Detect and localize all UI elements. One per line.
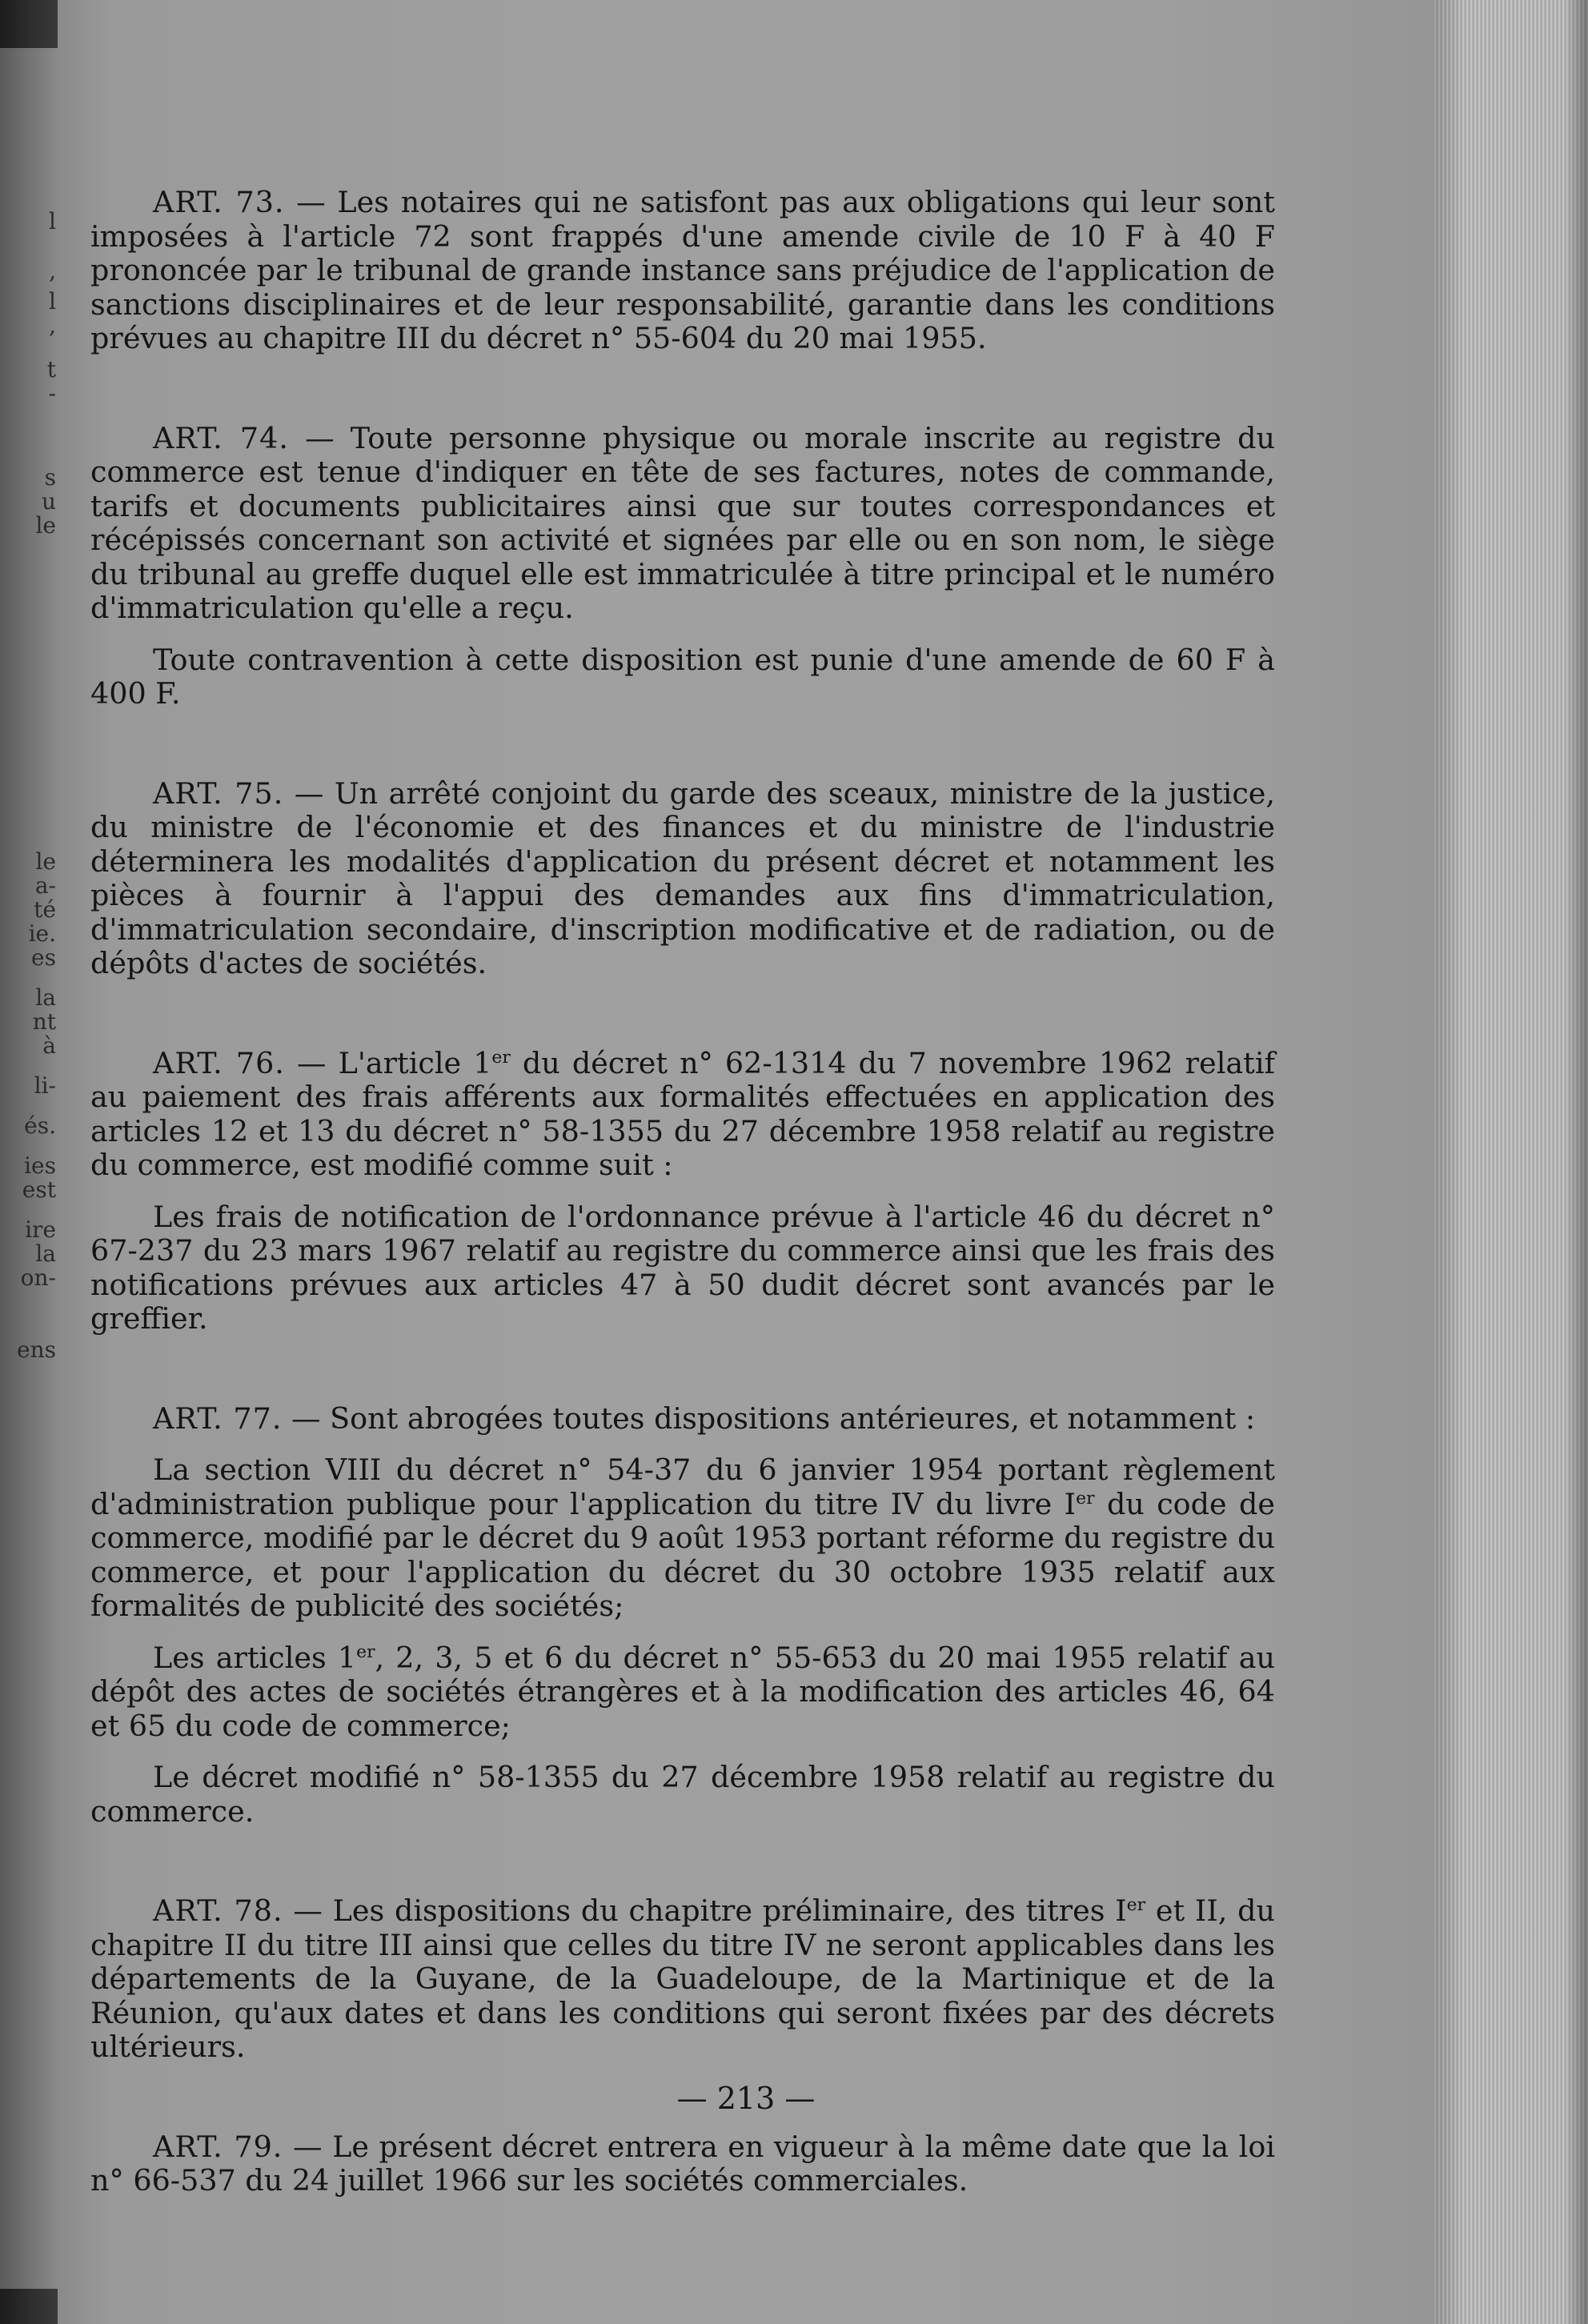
article-text: La section VIII du décret n° 54-37 du 6 janvier 1954 portant règlement d'administration publique pour l'application du titre IV du livre Ier du code de commerce, modifié par le décret du 9 août 1953 portant réforme du registre du commerce, et pour l'application du décret du 30 octobre 1935 relatif aux formalités de publicité des sociétés; [90,1452,1275,1623]
facing-page-fragment: li- [34,1072,56,1099]
article-paragraph [90,1402,1275,1436]
facing-page-fragment: est [22,1176,56,1203]
article-label: ART. 78. [153,1893,283,1928]
facing-page-fragment: ie. [28,920,56,947]
article-paragraph [90,1641,1275,1744]
article [90,1894,1275,2065]
article-text: — Toute personne physique ou morale inscrite au registre du commerce est tenue d'indiquer en tête de ses factures, notes de commande, tarifs et documents publicitaires ainsi que sur toutes correspondances et récépissés concernant son activité et signées par elle ou en son nom, le siège du tribunal au greffe duquel elle est immatriculée à titre principal et le numéro d'immatriculation qu'elle a reçu. [90,420,1275,625]
article-label: ART. 74. [153,420,289,455]
article-paragraph [90,422,1275,626]
article-text: Le décret modifié n° 58-1355 du 27 décembre 1958 relatif au registre du commerce. [90,1760,1275,1829]
article-text: Les articles 1er, 2, 3, 5 et 6 du décret n° 55-653 du 20 mai 1955 relatif au dépôt des actes de sociétés étrangères et à la modification des articles 46, 64 et 65 du code de commerce; [90,1640,1275,1743]
article-paragraph [90,643,1275,711]
page-edges [1434,0,1588,2324]
facing-page-fragment: ens [17,1336,56,1363]
facing-page-fragment: , [49,312,56,339]
article-text: — L'article 1er du décret n° 62-1314 du 7 novembre 1962 relatif au paiement des frais afférents aux formalités effectuées en application des articles 12 et 13 du décret n° 58-1355 du 27 décembre 1958 relatif au registre du commerce, est modifié comme suit : [90,1045,1276,1182]
facing-page-fragment: à [42,1032,56,1059]
facing-page-fragment: on- [20,1264,56,1291]
facing-page-fragment: la [35,984,56,1011]
article [90,422,1275,711]
article-paragraph [90,1047,1275,1183]
article-text: — Le présent décret entrera en vigueur à la même date que la loi n° 66-537 du 24 juillet 1966 sur les sociétés commerciales. [90,2129,1275,2198]
facing-page-fragment: l [49,288,56,315]
article-text: Les frais de notification de l'ordonnance prévue à l'article 46 du décret n° 67-237 du 23 mars 1967 relatif au registre du commerce ainsi que les frais des notifications prévues aux articles 47 à 50 dudit décret sont avancés par le greffier. [90,1199,1275,1336]
facing-page-fragment: la [35,1240,56,1267]
article-text: — Un arrêté conjoint du garde des sceaux, ministre de la justice, du ministre de l'économie et des finances et du ministre de l'industrie déterminera les modalités d'application du présent décret et notamment les pièces à fournir à l'appui des demandes aux fins d'immatriculation, d'immatriculation secondaire, d'inscription modificative et de radiation, ou de dépôts d'actes de sociétés. [90,775,1275,980]
article-paragraph [90,1453,1275,1624]
facing-page-fragment: té [34,896,56,923]
article [90,1402,1275,1829]
facing-page-fragment: , [49,258,56,284]
article-label: ART. 79. [153,2129,283,2164]
article-paragraph [90,1200,1275,1336]
article [90,777,1275,981]
article-label: ART. 75. [153,775,284,811]
facing-page-fragment: a- [34,872,56,899]
facing-page-fragment: ies [24,1152,56,1179]
facing-page-fragment: t [46,356,56,383]
facing-page-fragment: ire [25,1216,56,1243]
facing-page-fragment: nt [32,1008,56,1035]
article-text: Toute contravention à cette disposition est punie d'une amende de 60 F à 400 F. [90,642,1275,711]
facing-page-fragment: s [44,464,56,491]
article-paragraph [90,777,1275,981]
facing-page-fragment: u [41,488,56,515]
facing-page-fragment: le [35,512,56,539]
article-paragraph [90,1761,1275,1829]
article-paragraph [90,1894,1275,2065]
facing-page-edge [0,48,58,2289]
article-label: ART. 77. [153,1400,283,1436]
facing-page-fragment: - [48,380,56,407]
article-text: — Les notaires qui ne satisfont pas aux obligations qui leur sont imposées à l'article 72 sont frappés d'une amende civile de 10 F à 40 F prononcée par le tribunal de grande instance sans préjudice de l'application de sanctions disciplinaires et de leur responsabilité, garantie dans les conditions prévues au chapitre III du décret n° 55-604 du 20 mai 1955. [90,185,1275,355]
article-paragraph [90,186,1275,356]
page-number: — 213 — [676,2081,816,2116]
article-text: — Sont abrogées toutes dispositions antérieures, et notamment : [291,1400,1256,1436]
article [90,1047,1275,1336]
facing-page-fragment: és. [24,1112,56,1139]
article-label: ART. 76. [153,1045,285,1080]
facing-page-fragment: le [35,848,56,875]
article-text: — Les dispositions du chapitre préliminaire, des titres Ier et II, du chapitre II du titre III ainsi que celles du titre IV ne seront applicables dans les départements de la Guyane, de la Guadeloupe, de la Martinique et de la Réunion, qu'aux dates et dans les conditions qui seront fixées par des décrets ultérieurs. [90,1893,1275,2064]
article-label: ART. 73. [153,185,285,219]
facing-page-fragment: l [49,208,56,234]
facing-page-fragment: es [31,944,56,971]
article-paragraph [90,2130,1275,2198]
page-text [90,186,1275,2264]
article [90,2130,1275,2198]
article [90,186,1275,356]
